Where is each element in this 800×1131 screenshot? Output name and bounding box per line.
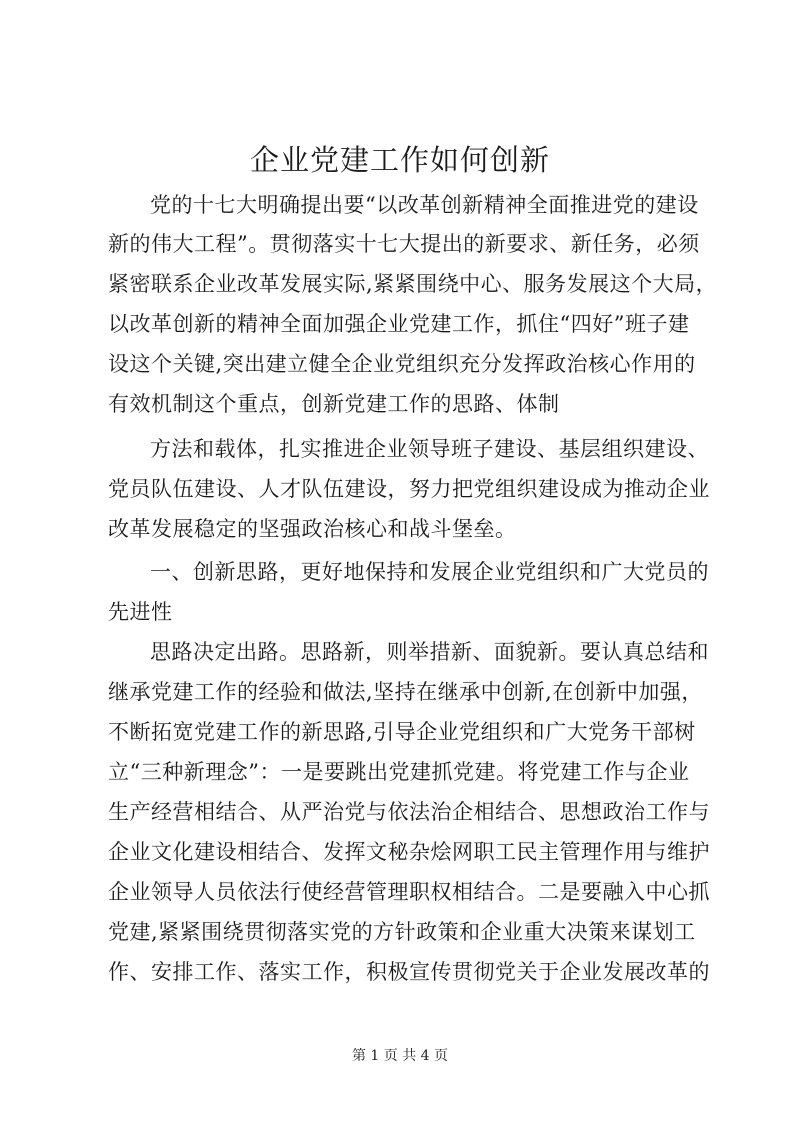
- paragraph-3-line-5: 生产经营相结合、从严治党与依法治企相结合、思想政治工作与: [108, 800, 710, 824]
- document-title: 企业党建工作如何创新: [249, 143, 550, 177]
- paragraph-3-line-1: 思路决定出路。思路新，则举措新、面貌新。要认真总结和: [150, 640, 709, 664]
- paragraph-1-line-5: 设这个关键,突出建立健全企业党组织充分发挥政治核心作用的: [108, 352, 696, 376]
- paragraph-1-line-3: 紧密联系企业改革发展实际,紧紧围绕中心、服务发展这个大局，: [108, 272, 718, 296]
- paragraph-1-line-6: 有效机制这个重点，创新党建工作的思路、体制: [108, 392, 560, 416]
- paragraph-1-line-4: 以改革创新的精神全面加强企业党建工作，抓住“四好”班子建: [108, 312, 690, 336]
- paragraph-3-line-8: 党建,紧紧围绕贯彻落实党的方针政策和企业重大决策来谋划工: [108, 920, 696, 944]
- paragraph-3-line-3: 不断拓宽党建工作的新思路,引导企业党组织和广大党务干部树: [108, 720, 696, 744]
- paragraph-3-line-4: 立“三种新理念”：一是要跳出党建抓党建。将党建工作与企业: [108, 760, 690, 784]
- paragraph-2-line-3: 改革发展稳定的坚强政治核心和战斗堡垒。: [108, 517, 517, 541]
- paragraph-3-line-9: 作、安排工作、落实工作，积极宣传贯彻党关于企业发展改革的: [108, 960, 710, 984]
- section-heading-line-1: 一、创新思路，更好地保持和发展企业党组织和广大党员的: [150, 560, 709, 584]
- paragraph-2-line-2: 党员队伍建设、人才队伍建设，努力把党组织建设成为推动企业: [108, 477, 710, 501]
- paragraph-3-line-6: 企业文化建设相结合、发挥文秘杂烩网职工民主管理作用与维护: [108, 840, 710, 864]
- page-number-footer: 第 1 页 共 4 页: [351, 1048, 449, 1064]
- paragraph-3-line-7: 企业领导人员依法行使经营管理职权相结合。二是要融入中心抓: [108, 880, 710, 904]
- paragraph-1-line-1: 党的十七大明确提出要“以改革创新精神全面推进党的建设: [150, 193, 699, 217]
- paragraph-3-line-2: 继承党建工作的经验和做法,坚持在继承中创新,在创新中加强，: [108, 680, 703, 704]
- paragraph-2-line-1: 方法和载体，扎实推进企业领导班子建设、基层组织建设、: [150, 437, 709, 461]
- paragraph-1-line-2: 新的伟大工程”。贯彻落实十七大提出的新要求、新任务，必须: [108, 232, 700, 256]
- section-heading-line-2: 先进性: [108, 600, 173, 624]
